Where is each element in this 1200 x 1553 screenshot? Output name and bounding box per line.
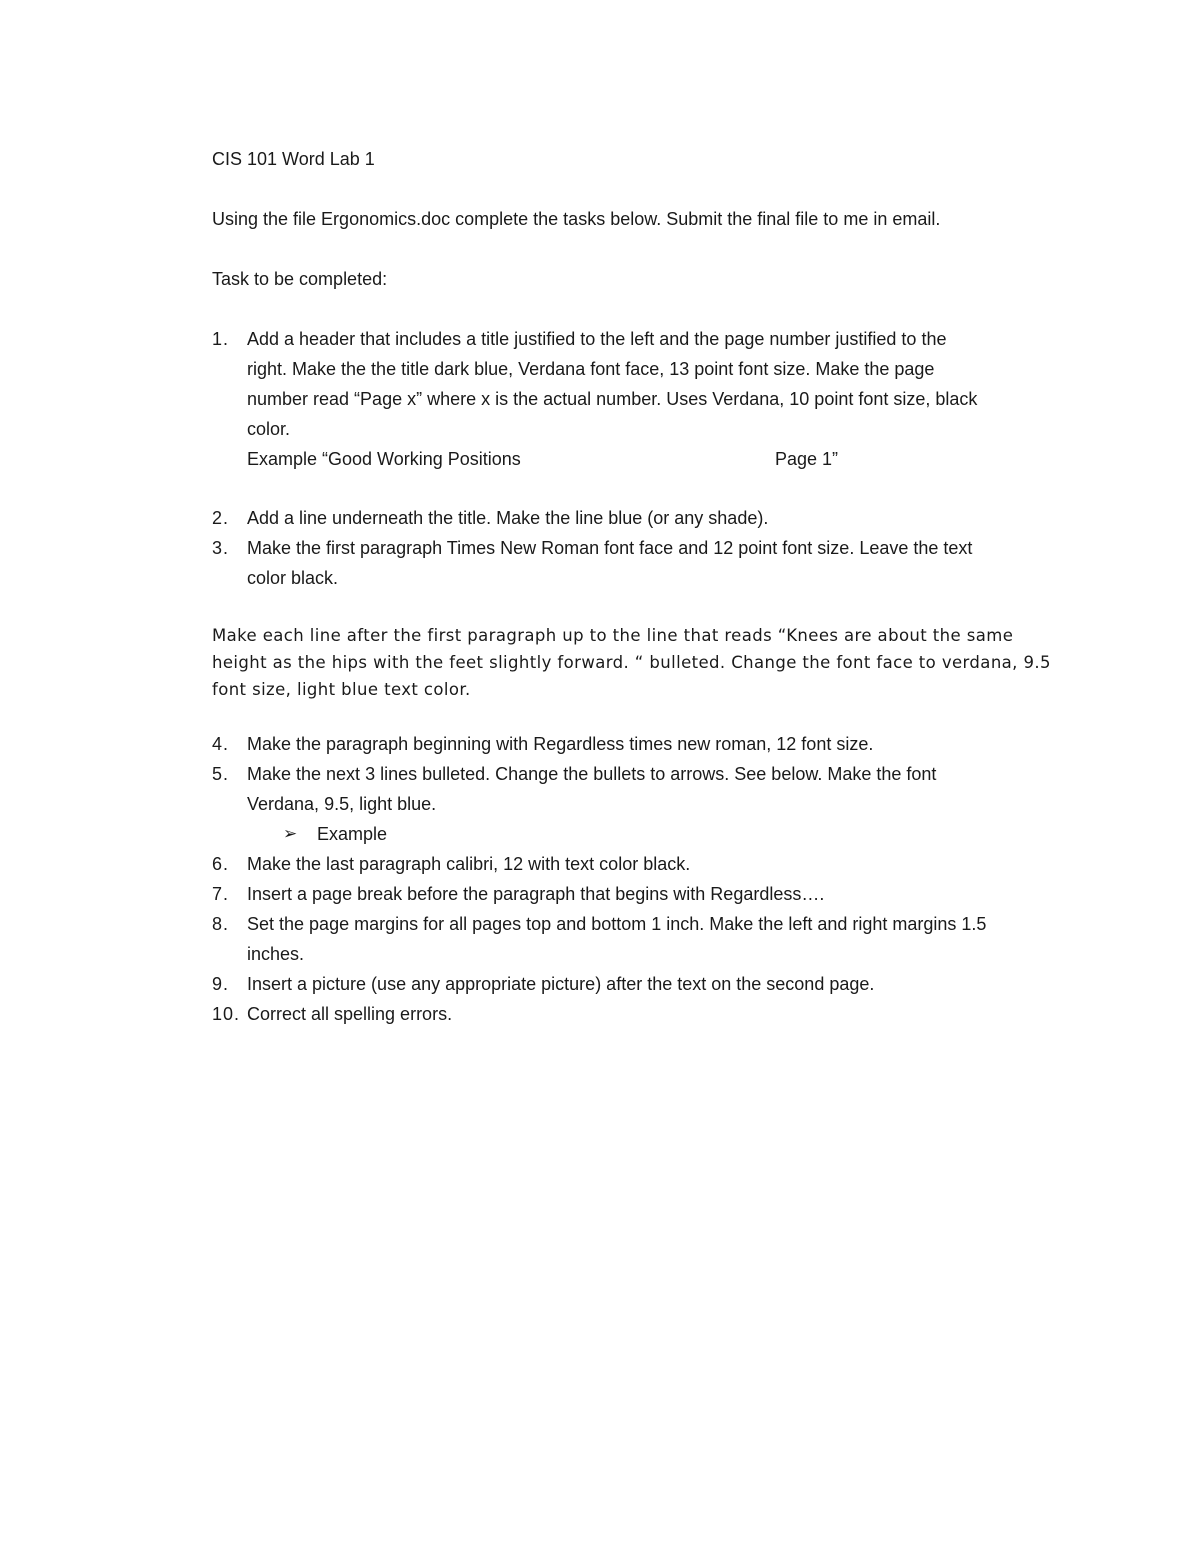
header-example (247, 444, 847, 474)
task-heading: Task to be completed: (212, 269, 388, 289)
intro-paragraph: Using the file Ergonomics.doc complete the tasks below. Submit the final file to me in email. (212, 209, 941, 229)
task-item-7 (212, 879, 1072, 909)
task-list-first (212, 324, 1072, 593)
task-text-line: Correct all spelling errors. (247, 1004, 453, 1024)
task-text-line: number read “Page x” where x is the actual number. Uses Verdana, 10 point font size, black (247, 389, 978, 409)
task-number: 3. (212, 538, 230, 558)
task-number: 9. (212, 974, 230, 994)
task-text-line: Make the first paragraph Times New Roman font face and 12 point font size. Leave the text (247, 538, 973, 558)
task-item-9 (212, 969, 1072, 999)
bullet-instructions-paragraph: Make each line after the first paragraph up to the line that reads “Knees are about the same height as the hips with the feet slightly forward. “ bulleted. Change the font face to verdana, 9.5 font size, light blue text color. (212, 626, 1051, 699)
task-number: 8. (212, 914, 230, 934)
task-item-2 (212, 503, 1072, 533)
arrow-bullet-text: Example (317, 824, 388, 844)
task-item-10 (212, 999, 1072, 1029)
task-item-4 (212, 729, 1072, 759)
task-text-line: Set the page margins for all pages top and bottom 1 inch. Make the left and right margins 1.5 (247, 914, 987, 934)
header-example-title: Example “Good Working Positions (247, 449, 521, 469)
task-item-8 (212, 909, 1072, 969)
task-number: 7. (212, 884, 230, 904)
task-list-second (212, 729, 1072, 1029)
task-item-5 (212, 759, 1072, 849)
task-number: 2. (212, 508, 230, 528)
task-number: 5. (212, 764, 230, 784)
task-text-line: Make the paragraph beginning with Regardless times new roman, 12 font size. (247, 734, 874, 754)
task-text-line: color. (247, 419, 291, 439)
document-body (212, 144, 1072, 1029)
task-item-6 (212, 849, 1072, 879)
task-item-1 (212, 324, 1072, 474)
task-text-line: Insert a picture (use any appropriate picture) after the text on the second page. (247, 974, 875, 994)
header-example-page: Page 1” (775, 449, 839, 469)
task-text-line: Add a line underneath the title. Make the line blue (or any shade). (247, 508, 769, 528)
task-text-line: right. Make the the title dark blue, Verdana font face, 13 point font size. Make the page (247, 359, 935, 379)
task-text-line: Make the last paragraph calibri, 12 with text color black. (247, 854, 691, 874)
task-text-line: Verdana, 9.5, light blue. (247, 794, 437, 814)
task-number: 1. (212, 329, 230, 349)
task-text-line: Make the next 3 lines bulleted. Change the bullets to arrows. See below. Make the font (247, 764, 937, 784)
task-number: 4. (212, 734, 230, 754)
task-text-line: color black. (247, 568, 339, 588)
task-text-line: Add a header that includes a title justified to the left and the page number justified to the (247, 329, 947, 349)
document-title: CIS 101 Word Lab 1 (212, 149, 375, 169)
arrow-bullet-example (247, 819, 1072, 849)
task-text-line: Insert a page break before the paragraph that begins with Regardless…. (247, 884, 825, 904)
task-item-3 (212, 533, 1072, 593)
arrow-bullet-icon: ➢ (283, 824, 298, 843)
task-text-line: inches. (247, 944, 305, 964)
task-number: 6. (212, 854, 230, 874)
task-number: 10. (212, 1004, 241, 1024)
